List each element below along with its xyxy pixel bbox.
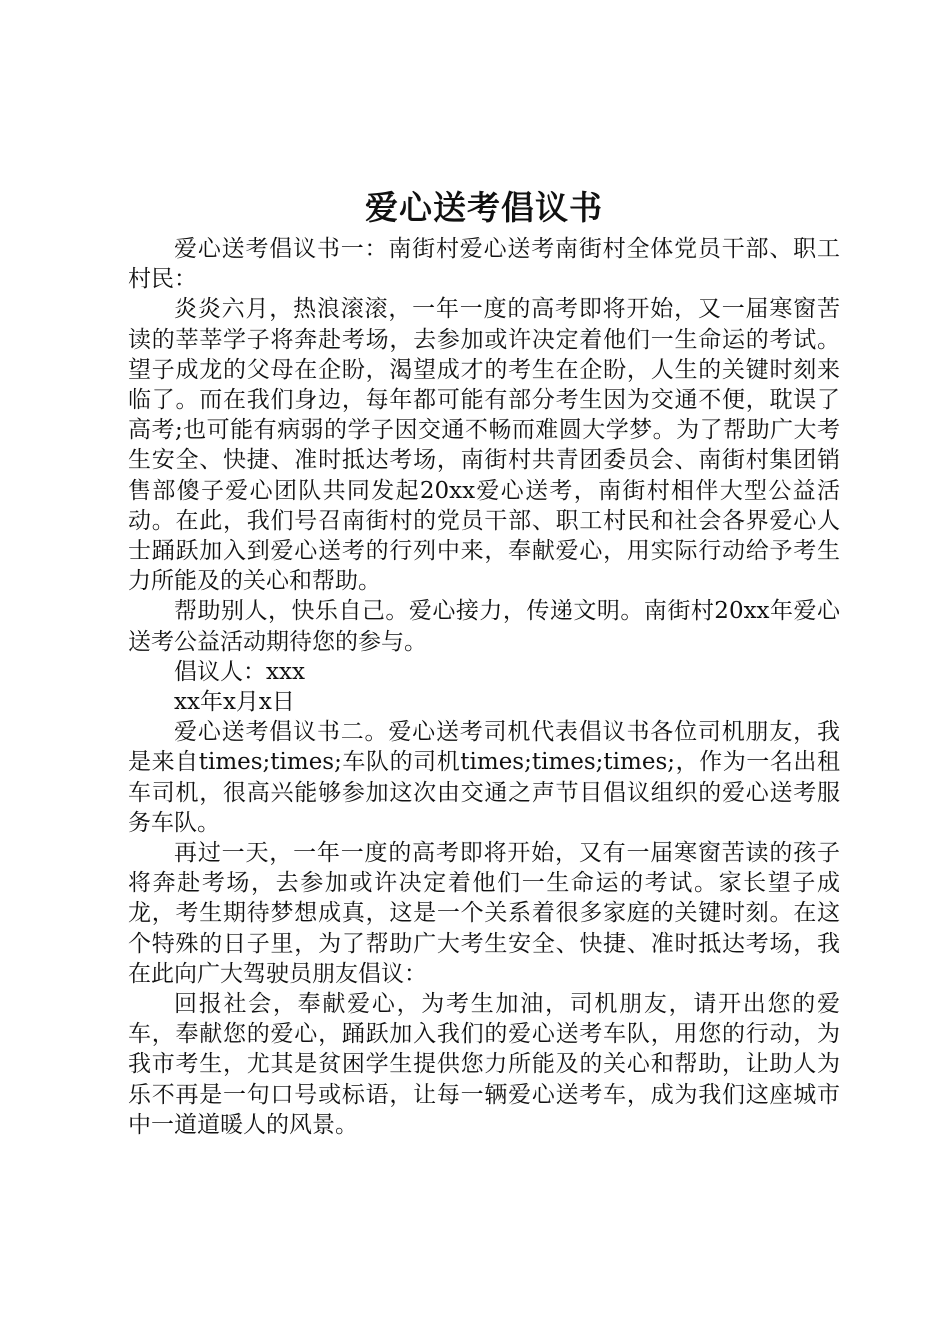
paragraph-second-body-1: 再过一天，一年一度的高考即将开始，又有一届寒窗苦读的孩子将奔赴考场，去参加或许决定着他们一生命运的考试。家长望子成龙，考生期待梦想成真，这是一个关系着很多家庭的关键时刻。在这个特殊的日子里，为了帮助广大考生安全、快捷、准时抵达考场，我在此向广大驾驶员朋友倡议： — [128, 840, 840, 987]
document-title: 爱心送考倡议书 — [365, 188, 603, 227]
paragraph-body-2: 帮助别人，快乐自己。爱心接力，传递文明。南街村20xx年爱心送考公益活动期待您的参与。 — [128, 598, 840, 655]
proposer-line: 倡议人：xxx — [174, 658, 305, 685]
paragraph-second-body-2: 回报社会，奉献爱心，为考生加油，司机朋友，请开出您的爱车，奉献您的爱心，踊跃加入我们的爱心送考车队，用您的行动，为我市考生，尤其是贫困学生提供您力所能及的关心和帮助，让助人为乐不再是一句口号或标语，让每一辆爱心送考车，成为我们这座城市中一道道暖人的风景。 — [128, 991, 840, 1138]
document-page — [128, 186, 840, 1140]
paragraph-second-intro: 爱心送考倡议书二。爱心送考司机代表倡议书各位司机朋友，我是来自times;times;车队的司机times;times;times;，作为一名出租车司机，很高兴能够参加这次由交通之声节目倡议组织的爱心送考服务车队。 — [128, 719, 840, 836]
paragraph-intro: 爱心送考倡议书一：南街村爱心送考南街村全体党员干部、职工村民： — [128, 236, 840, 293]
date-line: xx年x月x日 — [174, 689, 295, 716]
paragraph-body-1: 炎炎六月，热浪滚滚，一年一度的高考即将开始，又一届寒窗苦读的莘莘学子将奔赴考场，去参加或许决定着他们一生命运的考试。望子成龙的父母在企盼，渴望成才的考生在企盼，人生的关键时刻来临了。而在我们身边，每年都可能有部分考生因为交通不便，耽误了高考;也可能有病弱的学子因交通不畅而难圆大学梦。为了帮助广大考生安全、快捷、准时抵达考场，南街村共青团委员会、南街村集团销售部傻子爱心团队共同发起20xx爱心送考，南街村相伴大型公益活动。在此，我们号召南街村的党员干部、职工村民和社会各界爱心人士踊跃加入到爱心送考的行列中来，奉献爱心，用实际行动给予考生力所能及的关心和帮助。 — [128, 296, 840, 595]
